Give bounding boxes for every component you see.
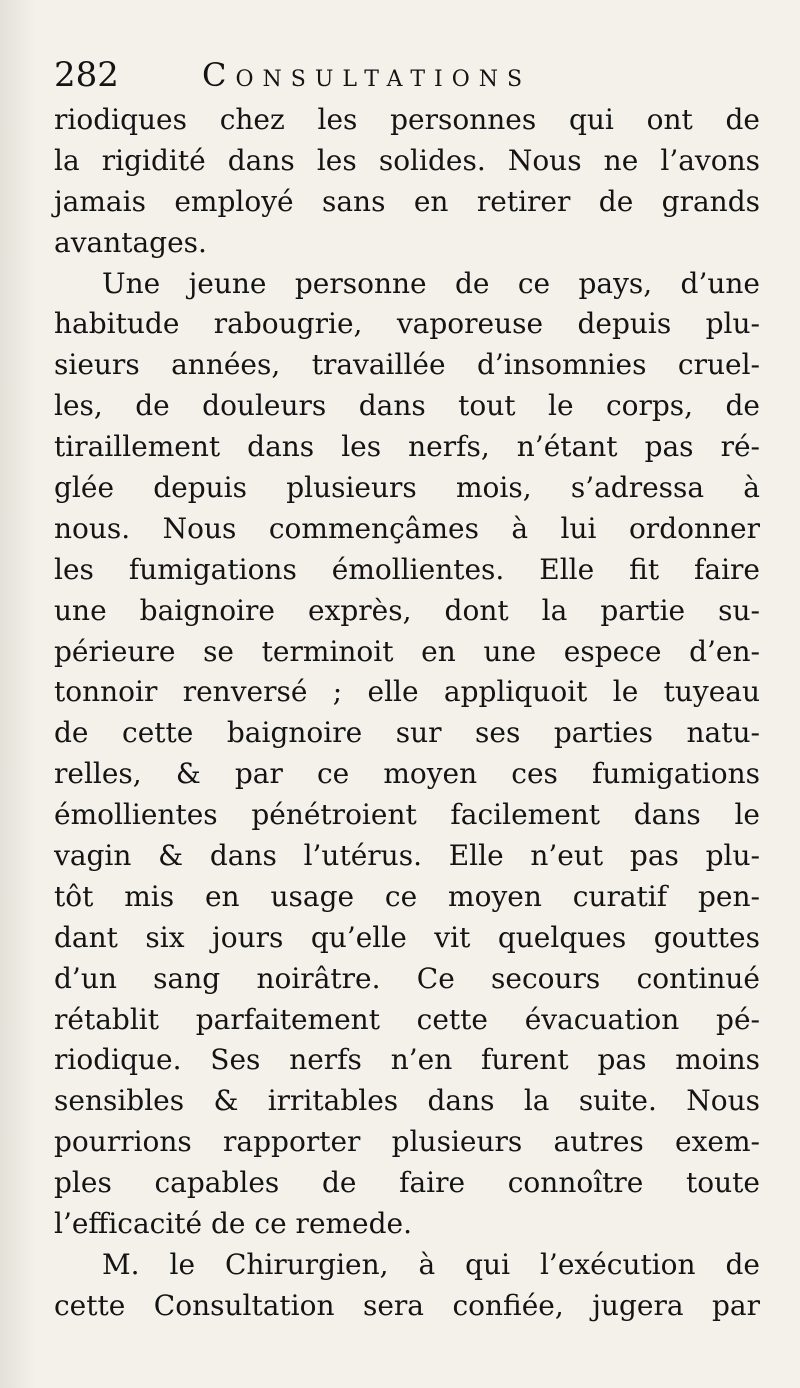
- text-line: émollientes pénétroient facilement dans le: [54, 798, 760, 832]
- text-line: la rigidité dans les solides. Nous ne l’avons: [54, 143, 760, 177]
- text-line: périeure se terminoit en une espece d’en-: [54, 634, 760, 668]
- text-line: les, de douleurs dans tout le corps, de: [54, 389, 760, 423]
- text-line: sensibles & irritables dans la suite. Nous: [54, 1084, 760, 1118]
- text-line: ples capables de faire connoître toute: [54, 1166, 760, 1200]
- running-title: Consultations: [202, 56, 532, 94]
- text-line: habitude rabougrie, vaporeuse depuis plu-: [54, 307, 760, 341]
- text-line: tôt mis en usage ce moyen curatif pen-: [54, 879, 760, 913]
- page-number: 282: [54, 55, 119, 95]
- text-line: dant six jours qu’elle vit quelques gouttes: [54, 920, 760, 954]
- text-line: jamais employé sans en retirer de grands: [54, 184, 760, 218]
- text-line: tonnoir renversé ; elle appliquoit le tuyeau: [54, 675, 760, 709]
- page-header: [54, 50, 774, 100]
- body-text: [54, 100, 760, 1327]
- text-line: cette Consultation sera confiée, jugera par: [54, 1288, 760, 1322]
- text-line: d’un sang noirâtre. Ce secours continué: [54, 961, 760, 995]
- text-line: avantages.: [54, 225, 207, 259]
- text-line: l’efficacité de ce remede.: [54, 1207, 413, 1241]
- text-line: tiraillement dans les nerfs, n’étant pas ré-: [54, 430, 760, 464]
- text-line: de cette baignoire sur ses parties natu-: [54, 716, 760, 750]
- text-line: les fumigations émollientes. Elle fit faire: [54, 552, 760, 586]
- text-line: glée depuis plusieurs mois, s’adressa à: [54, 471, 760, 505]
- text-line: une baignoire exprès, dont la partie su-: [54, 593, 760, 627]
- text-line: riodiques chez les personnes qui ont de: [54, 103, 760, 136]
- text-line: Une jeune personne de ce pays, d’une: [102, 266, 760, 300]
- text-line: rétablit parfaitement cette évacuation pé-: [54, 1002, 760, 1036]
- text-line: relles, & par ce moyen ces fumigations: [54, 757, 760, 791]
- text-line: M. le Chirurgien, à qui l’exécution de: [102, 1247, 760, 1281]
- text-line: sieurs années, travaillée d’insomnies cruel-: [54, 348, 760, 382]
- page-gutter-shadow: [0, 0, 36, 1388]
- text-line: pourrions rapporter plusieurs autres exem-: [54, 1125, 760, 1159]
- text-line: vagin & dans l’utérus. Elle n’eut pas plu-: [54, 839, 760, 873]
- text-line: riodique. Ses nerfs n’en furent pas moins: [54, 1043, 760, 1077]
- text-line: nous. Nous commençâmes à lui ordonner: [54, 511, 760, 545]
